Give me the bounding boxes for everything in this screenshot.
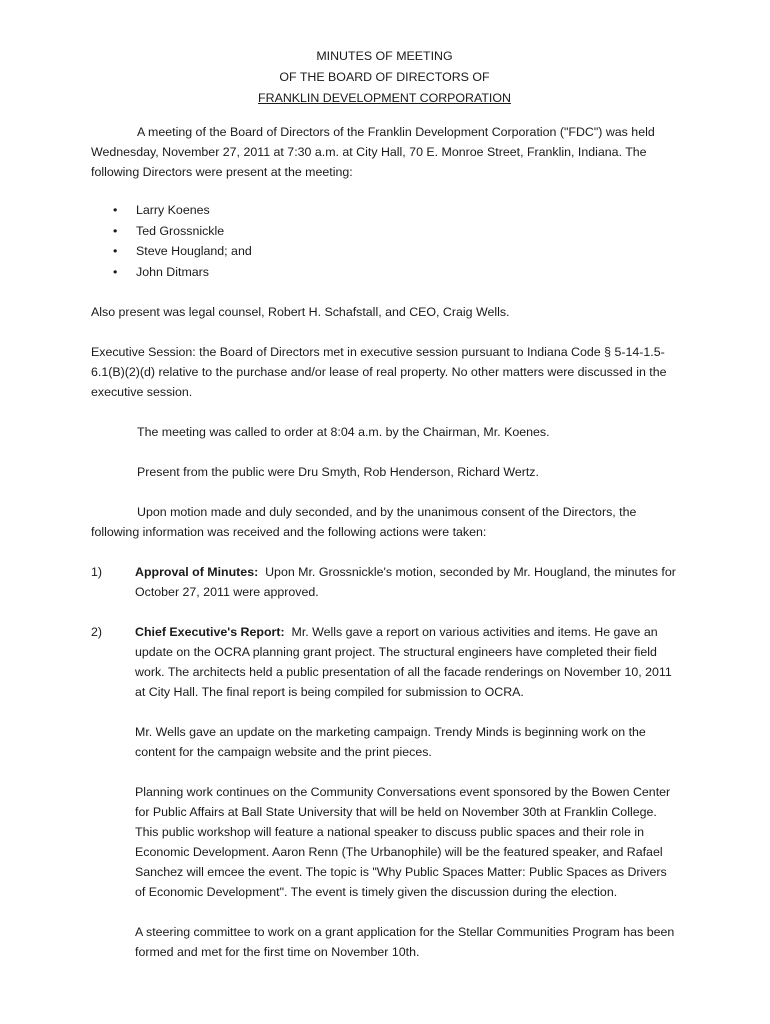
item-number: 2) xyxy=(91,625,103,639)
report-paragraph-community-conversations: Planning work continues on the Community Conversations event sponsored by the Bowen Center for Public Affairs at Ball State University that will be held on November 30th at Franklin College. This public workshop will feature a national speaker to discuss public spaces and their role in Economic Development. Aaron Renn (The Urbanophile) will be the featured speaker, and Rafael Sanchez will emcee the event. The topic is "Why Public Spaces Matter: Public Spaces as Drivers of Economic Development". The event is timely given the discussion during the election. xyxy=(135,785,671,899)
item-body xyxy=(113,562,678,602)
director-name: John Ditmars xyxy=(136,264,209,279)
item-body xyxy=(113,622,678,702)
item-title: Approval of Minutes: xyxy=(135,565,259,579)
list-item xyxy=(91,241,678,262)
director-name: Steve Hougland; and xyxy=(136,244,252,258)
director-name: Larry Koenes xyxy=(136,203,210,217)
motion-paragraph: Upon motion made and duly seconded, and by the unanimous consent of the Directors, the following information was received and the following actions were taken: xyxy=(91,505,637,539)
agenda-item-approval-of-minutes xyxy=(91,562,678,602)
heading-line-1: MINUTES OF MEETING xyxy=(316,49,453,63)
director-name: Ted Grossnickle xyxy=(136,223,225,238)
agenda-item-chief-executive-report xyxy=(91,622,678,962)
item-text: Mr. Wells gave a report on various activities and items. He gave an update on the OCRA planning grant project. The structural engineers have completed their field work. The architects held a public presentation of all the facade renderings on November 10, 2011 at City Hall. The final report is being compiled for submission to OCRA. xyxy=(135,625,672,699)
document-heading xyxy=(91,46,678,109)
bullet-icon: • xyxy=(113,244,118,258)
list-item xyxy=(91,262,678,283)
public-present-paragraph: Present from the public were Dru Smyth, Rob Henderson, Richard Wertz. xyxy=(137,465,539,479)
item-text: Upon Mr. Grossnickle's motion, seconded by Mr. Hougland, the minutes for October 27, 2011 were approved. xyxy=(135,565,676,599)
called-to-order-paragraph: The meeting was called to order at 8:04 a.m. by the Chairman, Mr. Koenes. xyxy=(137,425,550,439)
bullet-icon: • xyxy=(113,264,118,279)
item-title: Chief Executive's Report: xyxy=(135,625,285,639)
bullet-icon: • xyxy=(113,223,118,238)
executive-session-paragraph: Executive Session: the Board of Directors met in executive session pursuant to Indiana Code § 5-14-1.5-6.1(B)(2)(d) relative to the purchase and/or lease of real property. No other matters were discussed in the executive session. xyxy=(91,345,667,399)
heading-line-2: OF THE BOARD OF DIRECTORS OF xyxy=(279,70,490,84)
heading-line-3: FRANKLIN DEVELOPMENT CORPORATION xyxy=(258,91,511,105)
directors-list xyxy=(91,200,678,282)
bullet-icon: • xyxy=(113,203,118,217)
report-paragraph-marketing: Mr. Wells gave an update on the marketing campaign. Trendy Minds is beginning work on the content for the campaign website and the print pieces. xyxy=(135,725,646,759)
report-paragraph-stellar-communities: A steering committee to work on a grant application for the Stellar Communities Program has been formed and met for the first time on November 10th. xyxy=(135,925,675,959)
intro-paragraph: A meeting of the Board of Directors of the Franklin Development Corporation ("FDC") was held Wednesday, November 27, 2011 at 7:30 a.m. at City Hall, 70 E. Monroe Street, Franklin, Indiana. The following Directors were present at the meeting: xyxy=(91,125,655,179)
also-present-paragraph: Also present was legal counsel, Robert H. Schafstall, and CEO, Craig Wells. xyxy=(91,305,510,319)
item-number: 1) xyxy=(91,565,103,579)
list-item xyxy=(91,221,678,242)
list-item xyxy=(91,200,678,221)
